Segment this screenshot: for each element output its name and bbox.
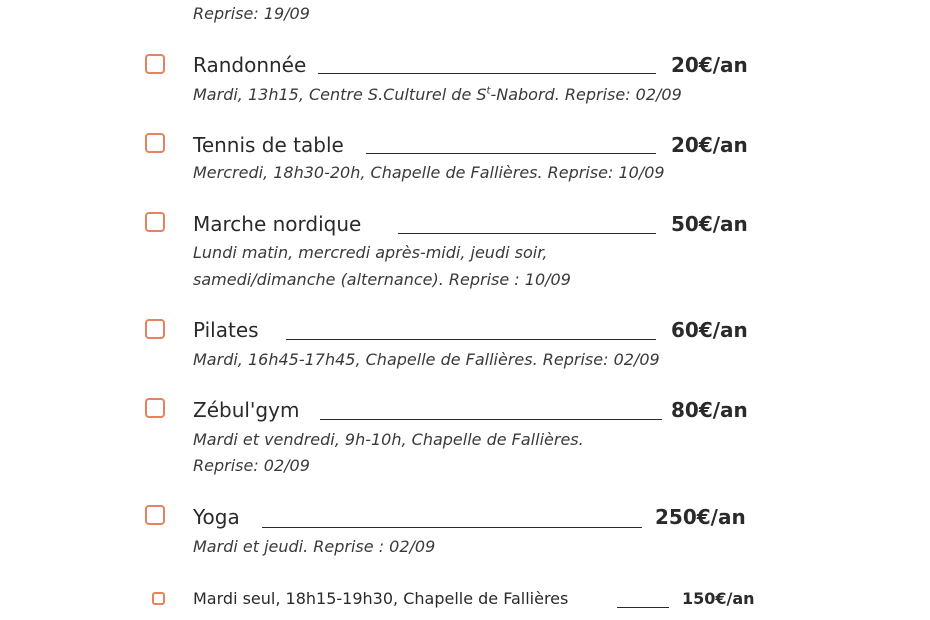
checkbox-tennis-de-table[interactable]: [145, 133, 165, 153]
activity-price-marche-nordique: 50€/an: [671, 212, 748, 236]
activity-price-tennis-de-table: 20€/an: [671, 133, 748, 157]
activity-title-zebulgym: Zébul'gym: [193, 398, 300, 422]
activity-title-yoga: Yoga: [193, 505, 240, 529]
activity-details-zebulgym-line1: Mardi et vendredi, 9h-10h, Chapelle de Fallières.: [193, 430, 584, 449]
checkbox-yoga-mardi-seul[interactable]: [152, 592, 165, 605]
activity-title-randonnee: Randonnée: [193, 53, 307, 77]
activity-details-marche-nordique-line1: Lundi matin, mercredi après-midi, jeudi soir,: [193, 243, 548, 262]
activity-price-randonnee: 20€/an: [671, 53, 748, 77]
leader-line: [366, 153, 656, 154]
activity-details-yoga: Mardi et jeudi. Reprise : 02/09: [193, 537, 436, 556]
activity-details-zebulgym-line2: Reprise: 02/09: [193, 456, 310, 475]
activity-title-pilates: Pilates: [193, 318, 259, 342]
option-label-mardi-seul: Mardi seul, 18h15-19h30, Chapelle de Fallières: [193, 589, 569, 608]
activity-title-tennis-de-table: Tennis de table: [193, 133, 344, 157]
activity-title-marche-nordique: Marche nordique: [193, 212, 362, 236]
leader-line: [286, 339, 656, 340]
activity-details-pilates: Mardi, 16h45-17h45, Chapelle de Fallières. Reprise: 02/09: [193, 350, 660, 369]
leader-line: [398, 233, 656, 234]
activity-details-randonnee: Mardi, 13h15, Centre S.Culturel de $S^t$-Nabord. Reprise: 02/09: [193, 85, 682, 104]
activity-price-yoga: 250€/an: [655, 505, 746, 529]
leader-line: [320, 419, 662, 420]
leader-line: [617, 607, 669, 608]
activity-details-tennis-de-table: Mercredi, 18h30-20h, Chapelle de Fallières. Reprise: 10/09: [193, 163, 665, 182]
option-price-mardi-seul: 150€/an: [682, 589, 755, 608]
checkbox-randonnee[interactable]: [145, 54, 165, 74]
checkbox-marche-nordique[interactable]: [145, 212, 165, 232]
activity-price-pilates: 60€/an: [671, 318, 748, 342]
activity-details-marche-nordique-line2: samedi/dimanche (alternance). Reprise : 10/09: [193, 270, 571, 289]
previous-reprise: Reprise: 19/09: [193, 4, 310, 23]
leader-line: [318, 73, 656, 74]
checkbox-zebulgym[interactable]: [145, 398, 165, 418]
checkbox-pilates[interactable]: [145, 319, 165, 339]
checkbox-yoga[interactable]: [145, 505, 165, 525]
activity-price-zebulgym: 80€/an: [671, 398, 748, 422]
leader-line: [262, 527, 642, 528]
